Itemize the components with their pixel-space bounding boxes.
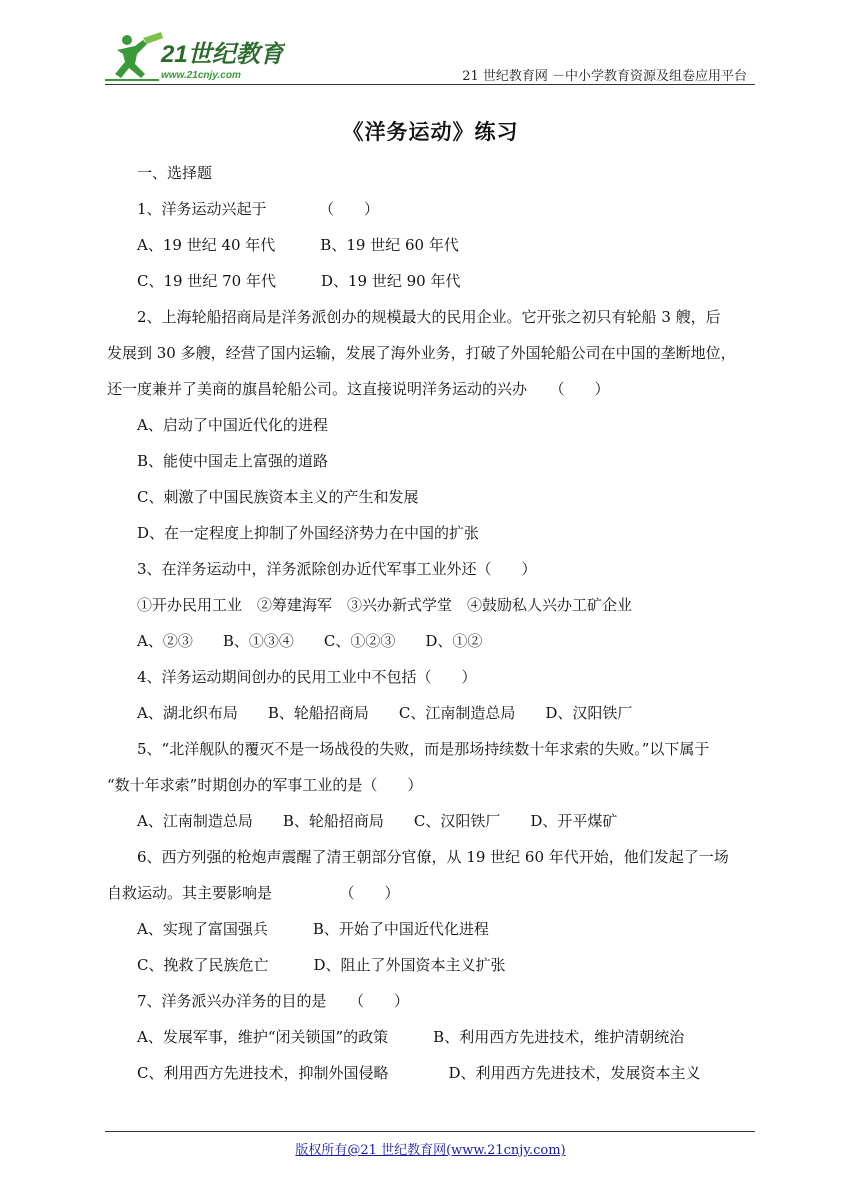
- question-2-option-d: D、在一定程度上抑制了外国经济势力在中国的扩张: [137, 524, 480, 542]
- question-2-option-b: B、能使中国走上富强的道路: [137, 452, 329, 470]
- question-4: 4、洋务运动期间创办的民用工业中不包括（ ）: [137, 668, 477, 686]
- question-7-options-cd: C、利用西方先进技术，抑制外国侵略 D、利用西方先进技术，发展资本主义: [137, 1064, 701, 1082]
- question-3: 3、在洋务运动中，洋务派除创办近代军事工业外还（ ）: [137, 560, 537, 578]
- question-7-options-ab: A、发展军事，维护“闭关锁国”的政策 B、利用西方先进技术，维护清朝统治: [137, 1028, 685, 1046]
- question-3-items: ①开办民用工业 ②筹建海军 ③兴办新式学堂 ④鼓励私人兴办工矿企业: [137, 596, 633, 614]
- question-2-continued: 发展到 30 多艘，经营了国内运输，发展了海外业务，打破了外国轮船公司在中国的垄断地位，: [107, 344, 736, 362]
- page-title: 《洋务运动》练习: [342, 119, 519, 144]
- question-2-option-c: C、刺激了中国民族资本主义的产生和发展: [137, 488, 419, 506]
- question-5: 5、“北洋舰队的覆灭不是一场战役的失败，而是那场持续数十年求索的失败。”以下属于: [137, 740, 710, 758]
- copyright-link[interactable]: 版权所有@21 世纪教育网(www.21cnjy.com): [295, 1143, 566, 1158]
- section-heading: 一、选择题: [137, 164, 213, 182]
- question-1-options-ab: A、19 世纪 40 年代 B、19 世纪 60 年代: [137, 236, 459, 254]
- question-4-options: A、湖北织布局 B、轮船招商局 C、江南制造总局 D、汉阳铁厂: [137, 704, 633, 722]
- question-3-options: A、②③ B、①③④ C、①②③ D、①②: [137, 632, 483, 650]
- logo-url-text: www.21cnjy.com: [161, 70, 241, 81]
- header-divider: [105, 84, 755, 85]
- site-logo: [105, 28, 285, 84]
- question-6-options-ab: A、实现了富国强兵 B、开始了中国近代化进程: [137, 920, 489, 938]
- question-7: 7、洋务派兴办洋务的目的是 （ ）: [137, 992, 410, 1010]
- footer-divider: [105, 1131, 755, 1132]
- question-5-continued: “数十年求索”时期创办的军事工业的是（ ）: [107, 776, 423, 794]
- question-6: 6、西方列强的枪炮声震醒了清王朝部分官僚，从 19 世纪 60 年代开始，他们发起了一场: [137, 848, 729, 866]
- site-slogan: 21 世纪教育网 －中小学教育资源及组卷应用平台: [462, 69, 747, 84]
- question-2-option-a: A、启动了中国近代化的进程: [137, 416, 328, 434]
- question-2-continued: 还一度兼并了美商的旗昌轮船公司。这直接说明洋务运动的兴办 （ ）: [107, 380, 610, 398]
- runner-icon: [115, 32, 163, 78]
- logo-text: 21世纪教育: [161, 41, 284, 68]
- question-6-continued: 自救运动。其主要影响是 （ ）: [107, 884, 400, 902]
- page-header: [105, 28, 755, 84]
- question-2: 2、上海轮船招商局是洋务派创办的规模最大的民用企业。它开张之初只有轮船 3 艘，后: [137, 308, 721, 326]
- question-6-options-cd: C、挽救了民族危亡 D、阻止了外国资本主义扩张: [137, 956, 506, 974]
- question-5-options: A、江南制造总局 B、轮船招商局 C、汉阳铁厂 D、开平煤矿: [137, 812, 618, 830]
- question-1: 1、洋务运动兴起于 （ ）: [137, 200, 380, 218]
- question-1-options-cd: C、19 世纪 70 年代 D、19 世纪 90 年代: [137, 272, 461, 290]
